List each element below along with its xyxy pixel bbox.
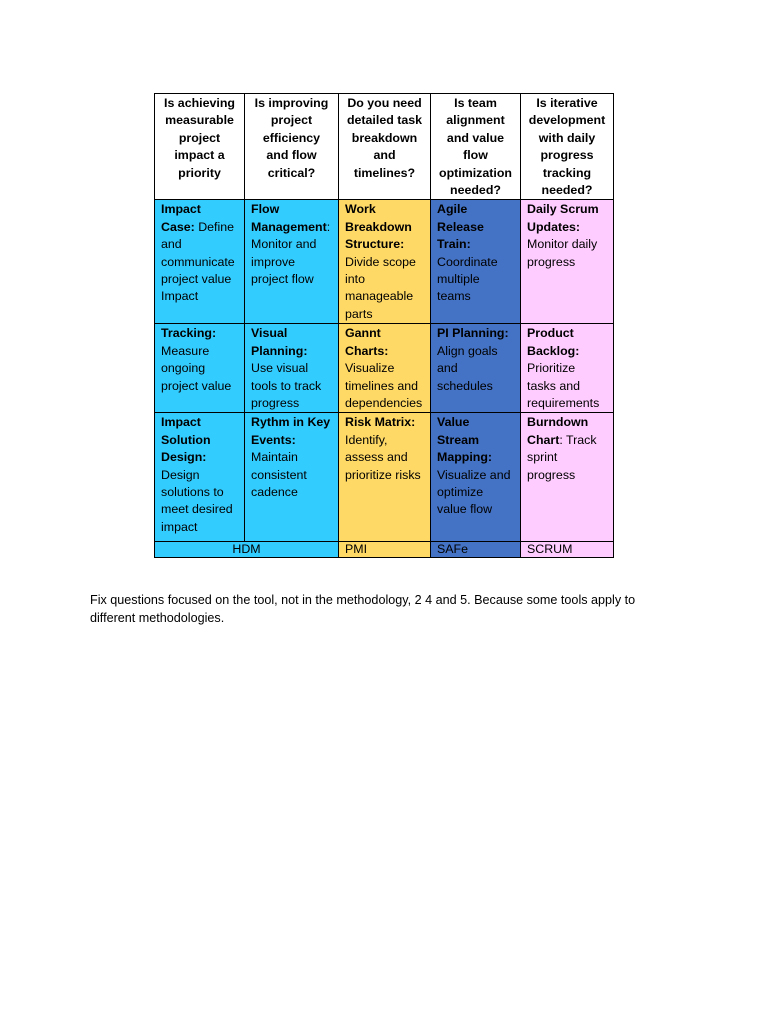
header-cell: Is team alignment and value flow optimization needed?	[431, 94, 521, 200]
table-cell	[155, 324, 245, 413]
cell-title: Daily Scrum Updates:	[527, 202, 599, 234]
comment-paragraph: Fix questions focused on the tool, not in the methodology, 2 4 and 5. Because some tools apply to different methodologies.	[90, 592, 636, 625]
table-cell	[431, 324, 521, 413]
cell-title: Visual Planning:	[251, 326, 308, 358]
cell-body: Coordinate multiple teams	[437, 254, 498, 304]
table-cell	[521, 324, 614, 413]
cell-title: Tracking:	[161, 326, 217, 341]
cell-body: Maintain consistent cadence	[251, 450, 307, 499]
table-cell	[245, 324, 339, 413]
cell-title: Impact Case:	[161, 202, 201, 234]
cell-title: Work Breakdown Structure:	[345, 202, 412, 252]
cell-title: Value Stream Mapping:	[437, 415, 493, 465]
cell-title: Gannt Charts:	[345, 326, 389, 358]
cell-title: Rythm in Key Events:	[251, 415, 331, 447]
table-row	[155, 324, 614, 413]
table-cell	[431, 413, 521, 542]
methodology-row	[155, 542, 614, 558]
header-cell: Is iterative development with daily progress tracking needed?	[521, 94, 614, 200]
table-cell	[155, 413, 245, 542]
methodology-label-scrum: SCRUM	[521, 542, 614, 558]
methodology-table	[154, 93, 614, 558]
cell-body: Divide scope into manageable parts	[345, 254, 416, 321]
table-cell	[521, 413, 614, 542]
methodology-label-pmi: PMI	[339, 542, 431, 558]
table-cell	[339, 413, 431, 542]
methodology-label-hdm: HDM	[155, 542, 339, 558]
cell-body: Measure ongoing project value	[161, 343, 232, 393]
cell-body: Define and communicate project value Impact	[161, 219, 235, 304]
table-cell	[245, 200, 339, 324]
cell-body: Visualize timelines and dependencies	[345, 361, 423, 410]
methodology-label-safe: SAFe	[431, 542, 521, 558]
table-cell	[245, 413, 339, 542]
cell-title: Risk Matrix:	[345, 415, 416, 430]
cell-body: Align goals and schedules	[437, 343, 498, 393]
table-cell	[339, 200, 431, 324]
header-cell: Do you need detailed task breakdown and timelines?	[339, 94, 431, 200]
table-row	[155, 200, 614, 324]
cell-body: Use visual tools to track progress	[251, 361, 322, 410]
header-cell: Is improving project efficiency and flow critical?	[245, 94, 339, 200]
cell-body: Visualize and optimize value flow	[437, 467, 511, 517]
table-cell	[521, 200, 614, 324]
cell-body: Monitor daily progress	[527, 237, 598, 269]
header-cell: Is achieving measurable project impact a priority	[155, 94, 245, 200]
cell-body: Identify, assess and prioritize risks	[345, 432, 421, 482]
cell-body: : Monitor and improve project flow	[251, 219, 331, 287]
cell-body: Prioritize tasks and requirements	[527, 361, 600, 410]
cell-title: Impact Solution Design:	[161, 415, 211, 465]
cell-body: : Track sprint progress	[527, 432, 597, 482]
table-cell	[339, 324, 431, 413]
cell-title: Flow Management	[251, 202, 327, 234]
table-row	[155, 413, 614, 542]
table-cell	[155, 200, 245, 324]
cell-body: Design solutions to meet desired impact	[161, 467, 233, 534]
table-cell	[431, 200, 521, 324]
header-row	[155, 94, 614, 200]
cell-title: Product Backlog:	[527, 326, 580, 358]
cell-title: Agile Release Train:	[437, 202, 484, 252]
cell-title: PI Planning:	[437, 326, 509, 341]
cell-title: Burndown Chart	[527, 415, 589, 447]
